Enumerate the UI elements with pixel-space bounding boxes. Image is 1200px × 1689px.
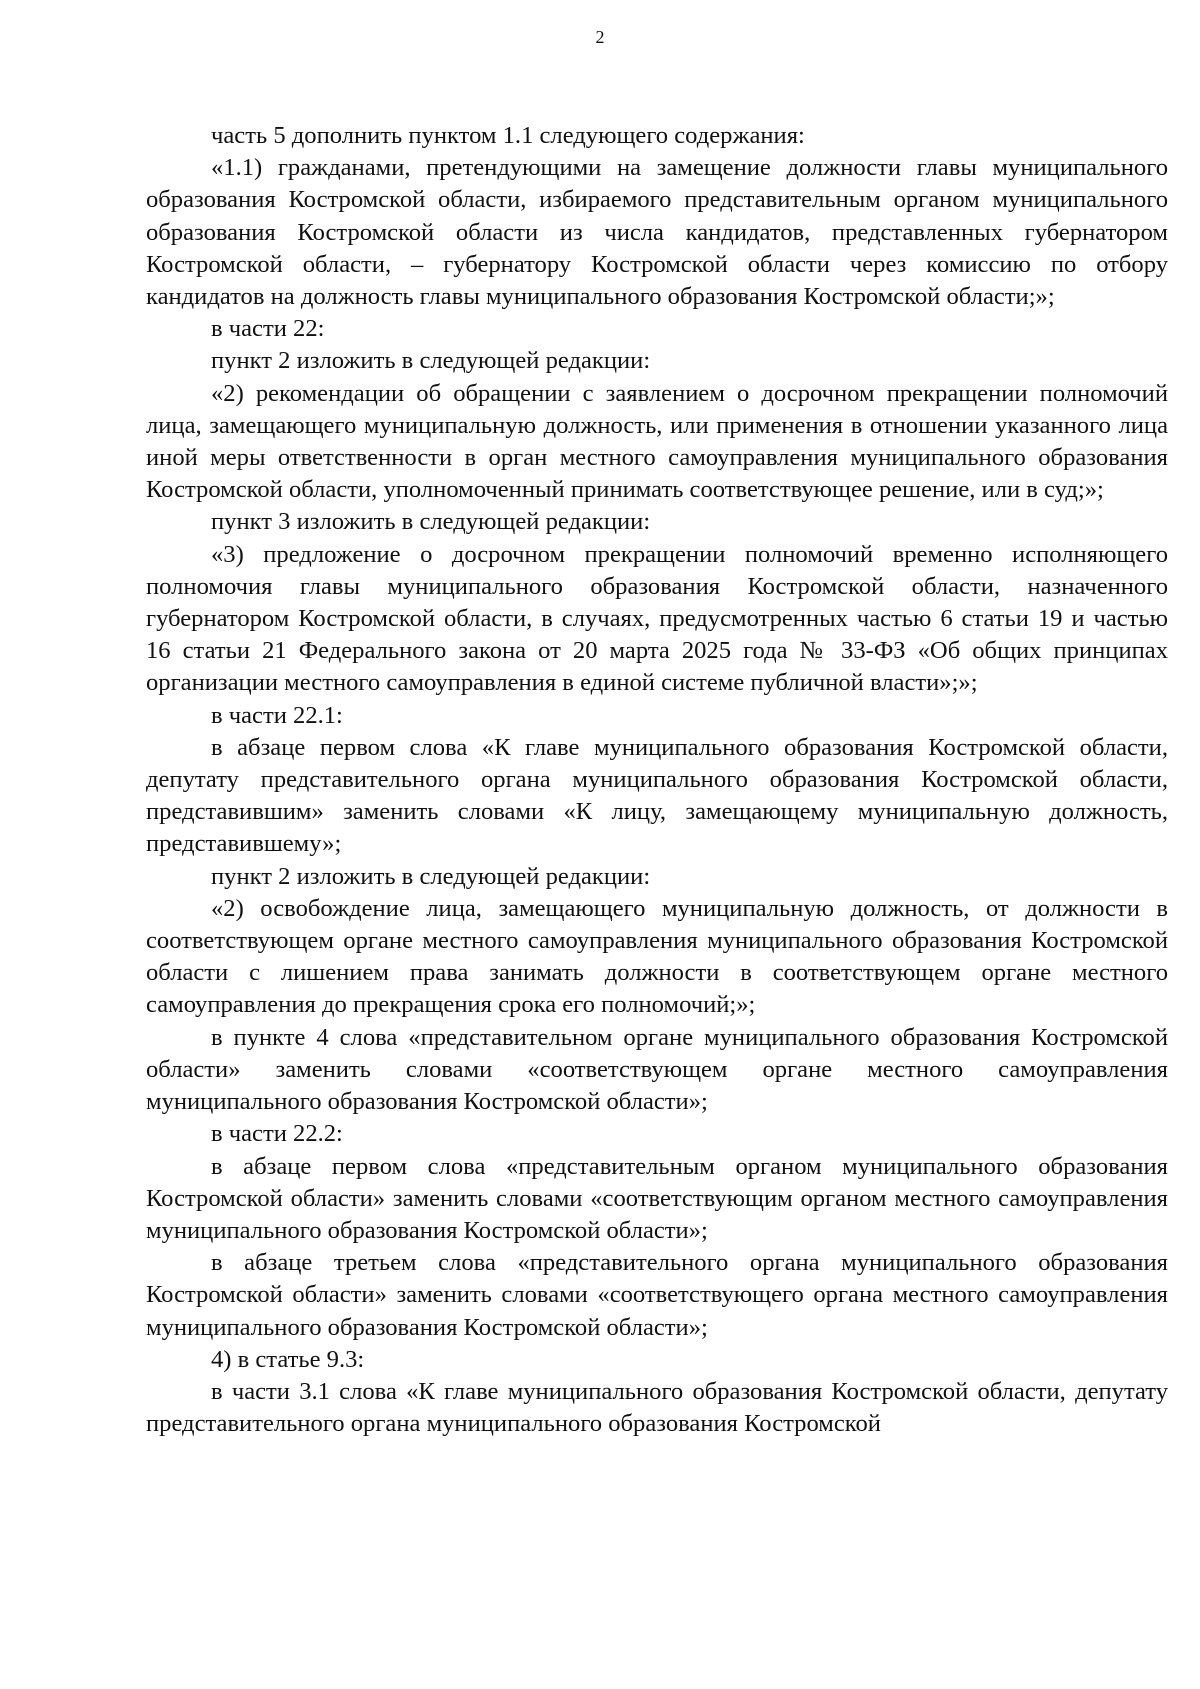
paragraph: в части 3.1 слова «К главе муниципального образования Костромской области, депутату представительного органа муниципального образования Костромской — [146, 1377, 1168, 1438]
paragraph: в части 22.1: — [211, 701, 343, 729]
paragraph: в абзаце первом слова «представительным органом муниципального образования Костромской области» заменить словами «соответствующим органом местного самоуправления муниципального образования Костромской области»; — [146, 1152, 1168, 1244]
paragraph: «1.1) гражданами, претендующими на замещение должности главы муниципального образования Костромской области, избираемого представительным органом муниципального образования Костромской области из числа кандидатов, представленных губернатором Костромской области, – губернатору Костромской области через комиссию по отбору кандидатов на должность главы муниципального образования Костромской области;»; — [146, 154, 1168, 311]
paragraph: пункт 2 изложить в следующей редакции: — [211, 347, 651, 375]
paragraph: в пункте 4 слова «представительном органе муниципального образования Костромской области» заменить словами «соответствующем органе местного самоуправления муниципального образования Костромской области»; — [146, 1023, 1168, 1116]
document-body — [146, 120, 1168, 1440]
paragraph: в абзаце первом слова «К главе муниципального образования Костромской области, депутату представительного органа муниципального образования Костромской области, представившим» заменить словами «К лицу, замещающему муниципальную должность, представившему»; — [146, 733, 1168, 858]
paragraph: «2) рекомендации об обращении с заявлением о досрочном прекращении полномочий лица, замещающего муниципальную должность, или применения в отношении указанного лица иной меры ответственности в орган местного самоуправления муниципального образования Костромской области, уполномоченный принимать соответствующее решение, или в суд;»; — [146, 379, 1168, 504]
paragraph: «2) освобождение лица, замещающего муниципальную должность, от должности в соответствующем органе местного самоуправления муниципального образования Костромской области с лишением права занимать должности в соответствующем органе местного самоуправления до прекращения срока его полномочий;»; — [146, 894, 1168, 1019]
paragraph: в части 22.2: — [211, 1120, 343, 1148]
paragraph: «3) предложение о досрочном прекращении полномочий временно исполняющего полномочия главы муниципального образования Костромской области, назначенного губернатором Костромской области, в случаях, предусмотренных частью 6 статьи 19 и частью 16 статьи 21 Федерального закона от 20 марта 2025 года № 33-ФЗ «Об общих принципах организации местного самоуправления в единой системе публичной власти»;»; — [146, 540, 1168, 697]
paragraph: пункт 3 изложить в следующей редакции: — [211, 508, 651, 536]
paragraph: пункт 2 изложить в следующей редакции: — [211, 862, 651, 890]
paragraph: в части 22: — [211, 315, 325, 343]
paragraph: в абзаце третьем слова «представительного органа муниципального образования Костромской области» заменить словами «соответствующего органа местного самоуправления муниципального образования Костромской области»; — [146, 1249, 1168, 1341]
page-number: 2 — [595, 27, 605, 47]
paragraph: часть 5 дополнить пунктом 1.1 следующего содержания: — [211, 122, 805, 149]
paragraph: 4) в статье 9.3: — [211, 1345, 365, 1373]
